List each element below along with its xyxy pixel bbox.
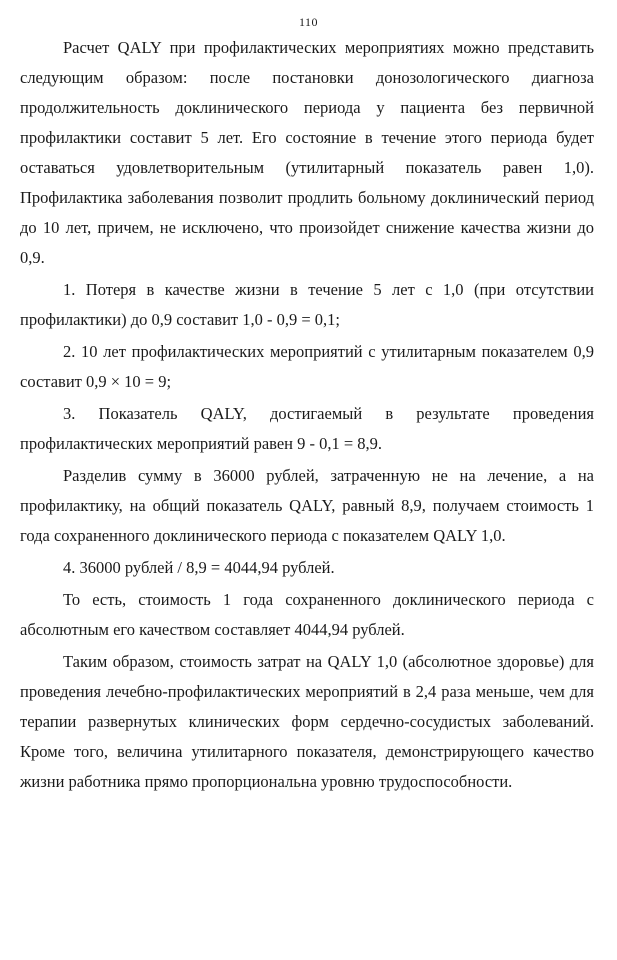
page-body — [20, 33, 594, 797]
paragraph-cost-per-year: То есть, стоимость 1 года сохраненного доклинического периода с абсолютным его качеством составляет 4044,94 рублей. — [20, 590, 594, 639]
list-item-1: 1. Потеря в качестве жизни в течение 5 лет с 1,0 (при отсутствии профилактики) до 0,9 составит 1,0 - 0,9 = 0,1; — [20, 280, 594, 329]
list-item-3: 3. Показатель QALY, достигаемый в результате проведения профилактических мероприятий равен 9 - 0,1 = 8,9. — [20, 404, 594, 453]
paragraph-cost-division: Разделив сумму в 36000 рублей, затраченную не на лечение, а на профилактику, на общий показатель QALY, равный 8,9, получаем стоимость 1 года сохраненного доклинического периода с показателем QALY 1,0. — [20, 466, 594, 545]
list-item-2: 2. 10 лет профилактических мероприятий с утилитарным показателем 0,9 составит 0,9 × 10 = 9; — [20, 342, 594, 391]
paragraph-qaly-intro: Расчет QALY при профилактических мероприятиях можно представить следующим образом: после постановки донозологического диагноза продолжительность доклинического периода у пациента без первичной профилактики составит 5 лет. Его состояние в течение этого периода будет оставаться удовлетворительным (утилитарный показатель равен 1,0). Профилактика заболевания позволит продлить больному доклинический период до 10 лет, причем, не исключено, что произойдет снижение качества жизни до 0,9. — [20, 38, 594, 267]
paragraph-conclusion: Таким образом, стоимость затрат на QALY 1,0 (абсолютное здоровье) для проведения лечебно-профилактических мероприятий в 2,4 раза меньше, чем для терапии развернутых клинических форм сердечно-сосудистых заболеваний. Кроме того, величина утилитарного показателя, демонстрирующего качество жизни работника прямо пропорциональна уровню трудоспособности. — [20, 652, 594, 791]
list-item-4: 4. 36000 рублей / 8,9 = 4044,94 рублей. — [63, 558, 335, 577]
page-number: 110 — [298, 15, 319, 29]
